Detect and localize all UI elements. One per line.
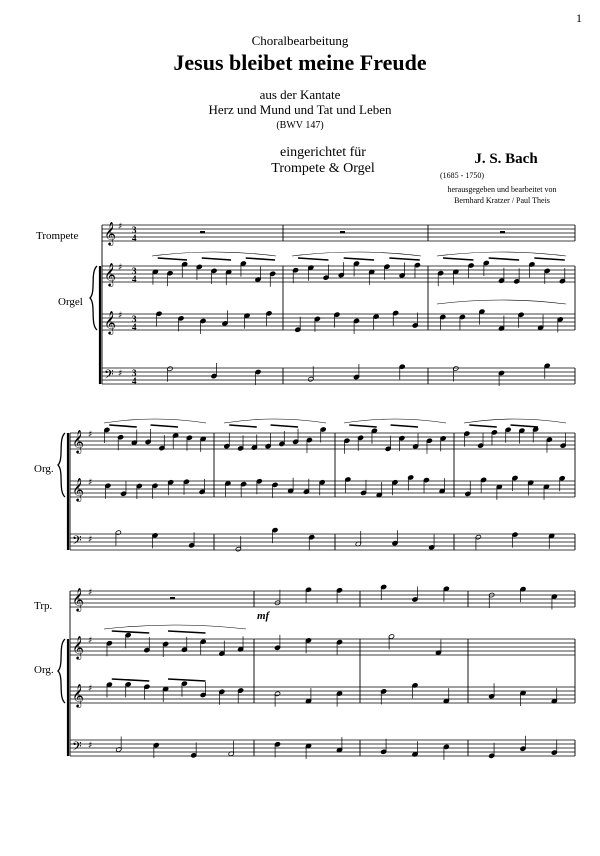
note-beam xyxy=(202,258,231,260)
key-signature-sharp: ♯ xyxy=(88,588,93,598)
slur xyxy=(292,252,421,256)
catalog-number: (BWV 147) xyxy=(276,120,324,131)
editors-label: herausgegeben und bearbeitet von xyxy=(447,185,557,194)
note-beam xyxy=(489,258,519,260)
slur xyxy=(152,252,276,256)
note-beam xyxy=(246,258,275,260)
slur xyxy=(344,419,446,423)
system-brace xyxy=(58,639,65,703)
slur xyxy=(104,625,246,629)
dynamic-marking: mf xyxy=(257,610,270,622)
note-beam xyxy=(109,425,136,427)
note-beam xyxy=(389,258,419,260)
time-signature-bottom: 4 xyxy=(132,233,137,243)
note-beam xyxy=(158,258,187,260)
key-signature-sharp: ♯ xyxy=(88,636,93,646)
note-beam xyxy=(469,425,497,427)
rest xyxy=(340,231,345,233)
key-signature-sharp: ♯ xyxy=(118,369,123,379)
note-beam xyxy=(271,425,299,427)
rest xyxy=(500,231,505,233)
treble-clef: 𝄞 xyxy=(104,310,116,334)
time-signature-bottom: 4 xyxy=(132,322,137,332)
arrangement-instruments: Trompete & Orgel xyxy=(271,161,375,176)
time-signature-top: 3 xyxy=(132,314,137,324)
note-beam xyxy=(112,679,149,681)
key-signature-sharp: ♯ xyxy=(88,741,93,751)
slur xyxy=(464,419,566,423)
instrument-label-organ-short: Org. xyxy=(34,463,54,475)
page-number: 1 xyxy=(576,11,582,25)
staff-organ-left-hand xyxy=(70,687,575,703)
arrangement-label: eingerichtet für xyxy=(280,145,366,160)
subtitle: Choralbearbeitung xyxy=(251,33,349,48)
note-beam xyxy=(443,258,473,260)
bass-clef: 𝄢 xyxy=(72,739,82,757)
staff-trumpet xyxy=(70,591,575,607)
bass-clef: 𝄢 xyxy=(104,367,114,385)
note-beam xyxy=(349,425,377,427)
note-beam xyxy=(168,631,206,633)
staff-organ-pedal xyxy=(70,740,575,756)
key-signature-sharp: ♯ xyxy=(88,478,93,488)
system-brace xyxy=(58,433,65,497)
note-beam xyxy=(344,258,374,260)
source-cantata-label: aus der Kantate xyxy=(259,87,341,102)
staff-organ-pedal xyxy=(102,368,575,384)
composer-name: J. S. Bach xyxy=(474,151,538,167)
time-signature-top: 3 xyxy=(132,368,137,378)
time-signature-bottom: 4 xyxy=(132,376,137,386)
treble-clef: 𝄞 xyxy=(72,429,84,453)
slur xyxy=(437,252,566,256)
time-signature-top: 3 xyxy=(132,266,137,276)
key-signature-sharp: ♯ xyxy=(118,263,123,273)
key-signature-sharp: ♯ xyxy=(88,535,93,545)
note-beam xyxy=(534,258,564,260)
key-signature-sharp: ♯ xyxy=(88,430,93,440)
editors-names: Bernhard Kratzer / Paul Theis xyxy=(454,196,550,205)
slur xyxy=(104,419,206,423)
treble-clef: 𝄞 xyxy=(72,477,84,501)
system-brace xyxy=(90,266,97,330)
source-cantata-title: Herz und Mund und Tat und Leben xyxy=(208,102,392,117)
bass-clef: 𝄢 xyxy=(72,533,82,551)
rest xyxy=(170,597,175,599)
key-signature-sharp: ♯ xyxy=(118,311,123,321)
time-signature-top: 3 xyxy=(132,225,137,235)
treble-clef: 𝄞 xyxy=(72,587,84,611)
note-beam xyxy=(298,258,328,260)
composer-dates: (1685 - 1750) xyxy=(440,171,484,180)
note-beam xyxy=(112,631,149,633)
note-beam xyxy=(151,425,179,427)
slur xyxy=(224,419,326,423)
time-signature-bottom: 4 xyxy=(132,274,137,284)
treble-clef: 𝄞 xyxy=(72,635,84,659)
staff-organ-pedal xyxy=(70,534,575,550)
note-beam xyxy=(168,679,206,681)
instrument-label-trumpet-short: Trp. xyxy=(34,600,53,612)
key-signature-sharp: ♯ xyxy=(88,684,93,694)
key-signature-sharp: ♯ xyxy=(118,222,123,232)
instrument-label-trumpet: Trompete xyxy=(36,230,79,242)
treble-clef: 𝄞 xyxy=(104,262,116,286)
treble-clef: 𝄞 xyxy=(104,221,116,245)
note-beam xyxy=(229,425,257,427)
note-beam xyxy=(391,425,419,427)
note-beam xyxy=(511,425,539,427)
instrument-label-organ: Orgel xyxy=(58,296,83,308)
page-title: Jesus bleibet meine Freude xyxy=(173,50,427,75)
rest xyxy=(200,231,205,233)
slur xyxy=(437,300,566,304)
instrument-label-organ-short: Org. xyxy=(34,664,54,676)
treble-clef: 𝄞 xyxy=(72,683,84,707)
